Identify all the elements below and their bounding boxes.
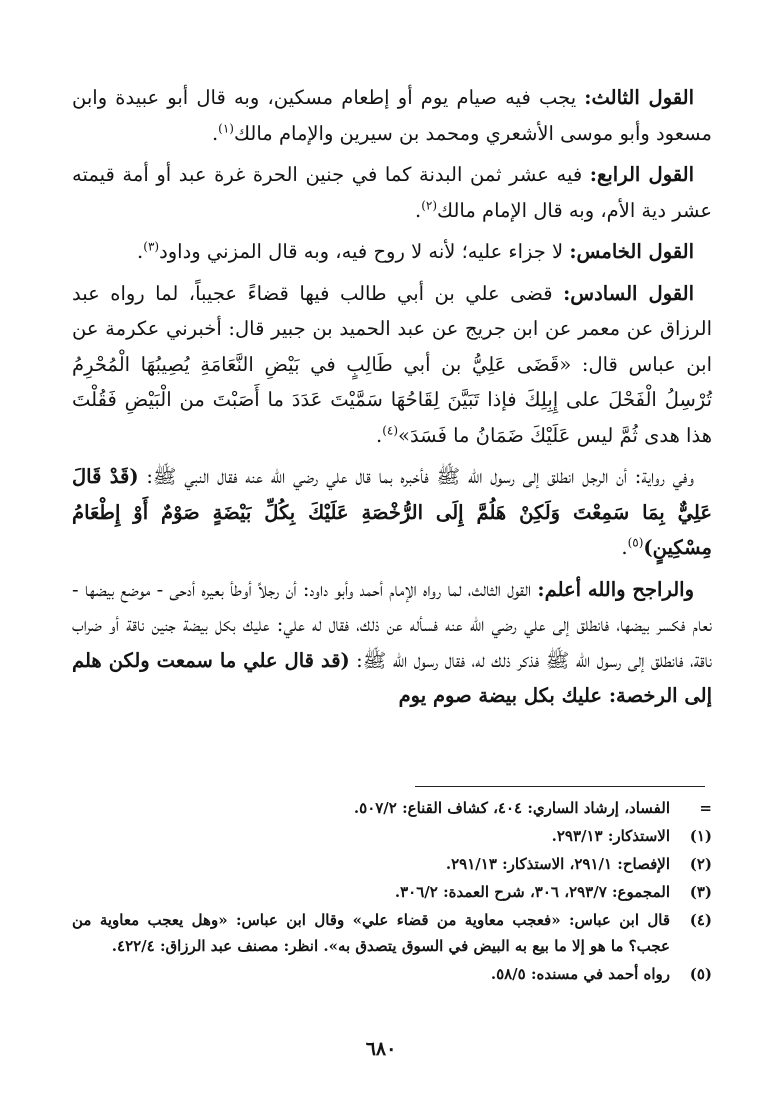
footnote-item bbox=[72, 907, 712, 959]
footnote-number: (٤) bbox=[689, 911, 712, 929]
footnote-ref: (٢) bbox=[421, 198, 438, 212]
page-number: ٦٨٠ bbox=[365, 1038, 397, 1060]
paragraph-riwaya bbox=[72, 459, 712, 566]
footnote-number: = bbox=[699, 799, 712, 817]
paragraph-label: القول السادس: bbox=[563, 281, 695, 305]
paragraph-text: لا جزاء عليه؛ لأنه لا روح فيه، وبه قال المزني وداود bbox=[159, 240, 570, 263]
paragraph-text: القول الثالث، لما رواه الإمام أحمد وأبو داود: أن رجلاً أوطأ بعيره أدحى - موضع بيضها - نعام فكسر بيضها، فانطلق إلى علي رضي الله عنه فسأله عن ذلك، فقال له علي: عليك بكل بيضة جنين ناقة أو ضراب ناقة، فانطلق إلى رسول الله ﷺ فذكر ذلك له، فقال رسول الله ﷺ: bbox=[72, 577, 712, 672]
paragraph-sixth-opinion bbox=[72, 276, 712, 454]
paragraph-end: . bbox=[621, 536, 628, 559]
paragraph-text: وفي رواية: أن الرجل انطلق إلى رسول الله ﷺ فأخبره بما قال علي رضي الله عنه فقال النبي ﷺ: bbox=[138, 465, 694, 488]
paragraph-text: يجب فيه صيام يوم أو إطعام مسكين، وبه قال أبو عبيدة وابن مسعود وأبو موسى الأشعري ومحمد بن سيرين والإمام مالك bbox=[72, 86, 712, 145]
paragraph-label: القول الثالث: bbox=[584, 86, 694, 109]
footnote-text: الاستذكار: ٢٩٣/١٣. bbox=[551, 827, 670, 845]
footnote-number: (٣) bbox=[689, 883, 712, 901]
footnote-item bbox=[72, 795, 712, 821]
footnotes bbox=[72, 795, 712, 989]
footnote-text: الإفصاح: ٢٩١/١، الاستذكار: ٢٩١/١٣. bbox=[445, 855, 670, 873]
paragraph-fourth-opinion bbox=[72, 157, 712, 228]
paragraph-end: . bbox=[375, 423, 383, 447]
footnote-ref: (١) bbox=[218, 121, 234, 135]
footnote-text: رواه أحمد في مسنده: ٥٨/٥. bbox=[490, 965, 670, 983]
footnote-text: المجموع: ٢٩٣/٧، ٣٠٦، شرح العمدة: ٣٠٦/٢. bbox=[394, 883, 670, 901]
footnote-ref: (٤) bbox=[382, 423, 399, 437]
paragraph-text: قضى علي بن أبي طالب فيها قضاءً عجيباً، لما رواه عبد الرزاق عن معمر عن ابن جريج عن عبد الحميد بن جبير قال: أخبرني عكرمة عن ابن عباس قال: «قَضَى عَلِيُّ بن أبي طَالِبٍ في بَيْضِ النَّعَامَةِ يُصِيبُهَا الْمُحْرِمُ تُرْسِلُ الْفَحْلَ على إِبِلِكَ فإذا تَبَيَّنَ لِقَاحُهَا سَمَّيْتَ عَدَدَ ما أَصَبْتَ من الْبَيْضِ فَقُلْتَ هذا هدى ثُمَّ ليس عَلَيْكَ ضَمَانُ ما فَسَدَ» bbox=[72, 281, 712, 447]
footnote-number: (٥) bbox=[689, 965, 712, 983]
paragraph-fifth-opinion bbox=[72, 234, 712, 270]
footnote-item bbox=[72, 823, 712, 849]
footnote-ref: (٣) bbox=[143, 239, 160, 254]
paragraph-label: القول الخامس: bbox=[569, 240, 694, 263]
footnote-divider bbox=[415, 786, 705, 787]
hadith-quote: (قد قال علي ما سمعت ولكن هلم إلى الرخصة: عليك بكل بيضة صوم يوم bbox=[72, 648, 712, 707]
main-text bbox=[72, 80, 712, 720]
footnote-item bbox=[72, 851, 712, 877]
paragraph-end: . bbox=[211, 121, 219, 145]
paragraph-third-opinion bbox=[72, 80, 712, 151]
hadith-quote: (قَدْ قَالَ عَلِيٌّ بِمَا سَمِعْتَ وَلَكِنْ هَلُمَّ إِلَى الرُّخْصَةِ عَلَيْكَ بِكُلِّ بَيْضَةٍ صَوْمٌ أَوْ إِطْعَامُ مِسْكِينٍ) bbox=[72, 465, 712, 559]
paragraph-end: . bbox=[137, 240, 144, 263]
paragraph-rajih bbox=[72, 572, 712, 714]
footnote-text: الفساد، إرشاد الساري: ٤٠٤، كشاف القناع: ٥٠٧/٢. bbox=[353, 799, 670, 817]
paragraph-label: القول الرابع: bbox=[589, 163, 694, 186]
footnote-ref: (٥) bbox=[627, 535, 644, 550]
footnote-number: (١) bbox=[689, 827, 712, 845]
footnote-item bbox=[72, 879, 712, 905]
paragraph-label: والراجح والله أعلم: bbox=[537, 577, 694, 601]
paragraph-end: . bbox=[415, 198, 422, 222]
paragraph-text: فيه عشر ثمن البدنة كما في جنين الحرة غرة عبد أو أمة قيمته عشر دية الأم، وبه قال الإمام مالك bbox=[72, 163, 712, 222]
footnote-item bbox=[72, 961, 712, 987]
footnote-number: (٢) bbox=[689, 855, 712, 873]
footnote-text: قال ابن عباس: «فعجب معاوية من قضاء علي» وقال ابن عباس: «وهل يعجب معاوية من عجب؟ ما هو إلا ما بيع به البيض في السوق يتصدق به». انظر: مصنف عبد الرزاق: ٤٢٢/٤. bbox=[72, 911, 670, 955]
